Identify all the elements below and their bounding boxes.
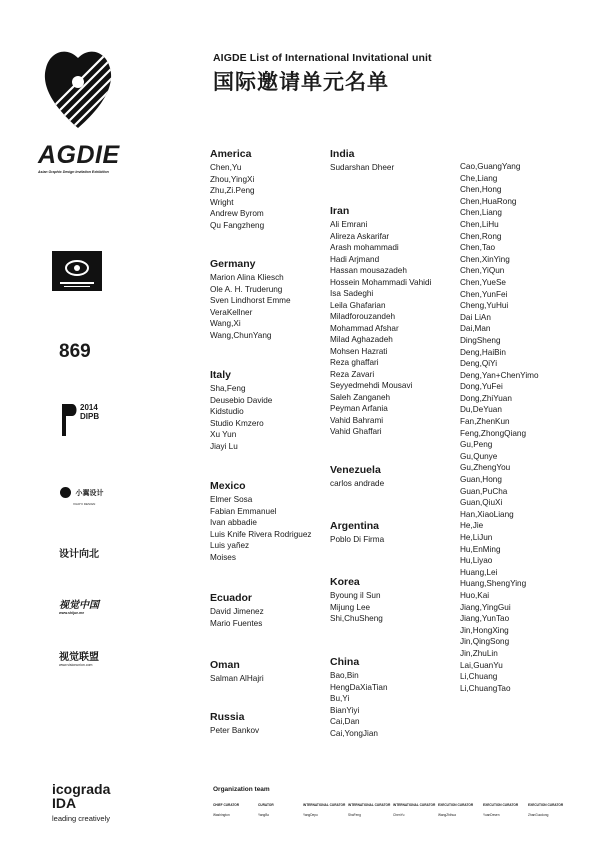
team-name: ShaFeng	[348, 813, 361, 817]
logo-869: 869	[59, 341, 91, 362]
shijuezhongguo-text: 视觉中国	[59, 600, 99, 611]
list-item: Chen,Tao	[460, 243, 496, 253]
list-item: Gu,Qunye	[460, 451, 498, 461]
list-item: Jin,ZhuLin	[460, 648, 498, 658]
list-item: Bu,Yi	[330, 694, 350, 703]
list-item: Chen,HuaRong	[460, 196, 517, 206]
team-role: INTERNATIONAL CURATOR	[303, 803, 346, 807]
country-heading: Korea	[330, 576, 360, 588]
shijuelianmeng-text: 视觉联盟	[59, 652, 99, 663]
list-item: Leila Ghafarian	[330, 300, 386, 310]
list-item: Li,ChuangTao	[460, 683, 511, 693]
list-item: Deusebio Davide	[210, 395, 273, 405]
xiaoyi-subtext: XIAOYI DESIGN	[73, 502, 96, 506]
agdie-emblem-icon	[38, 42, 118, 132]
list-item: Feng,ZhongQiang	[460, 428, 526, 438]
agdie-subtitle: Asian Graphic Design Invitation Exhibition	[38, 170, 109, 174]
list-item: BianYiyi	[330, 705, 360, 715]
xiaoyi-text: 小翼设计	[75, 489, 104, 497]
organization-team-label: Organization team	[213, 786, 270, 793]
list-item: Chen,Hong	[460, 185, 502, 195]
list-item: Sha,Feng	[210, 384, 246, 393]
list-item: Reza ghaffari	[330, 358, 379, 367]
list-item: Moises	[210, 552, 236, 562]
team-name: WangZhihua	[438, 813, 456, 817]
xiaoyi-logo	[60, 484, 120, 504]
list-item: Shi,ChuSheng	[330, 614, 383, 623]
team-name: YangBo	[258, 813, 270, 817]
country-heading: Oman	[210, 659, 240, 671]
list-item: VeraKellner	[210, 307, 253, 317]
list-item: Qu Fangzheng	[210, 220, 265, 230]
list-item: Hu,EnMing	[460, 544, 501, 554]
team-role: EXECUTION CURATOR	[483, 803, 519, 807]
list-item: Huo,Kai	[460, 590, 490, 600]
title-english: AIGDE List of International Invitational unit	[213, 52, 432, 64]
team-role: CURATOR	[258, 803, 274, 807]
country-mexico	[210, 480, 311, 563]
list-item: carlos andrade	[330, 479, 385, 488]
shijuezhongguo-logo	[59, 596, 99, 615]
list-item: Isa Sadeghi	[330, 289, 374, 298]
list-item: Luis Knife Rivera Rodriguez	[210, 529, 312, 539]
team-member	[348, 803, 392, 817]
list-item: Chen,YunFei	[460, 289, 508, 299]
country-oman	[210, 659, 264, 685]
dipb-year: 2014	[80, 403, 98, 412]
list-item: Guan,Hong	[460, 475, 502, 485]
list-item: Mijung Lee	[330, 602, 371, 612]
country-iran	[330, 205, 431, 438]
list-item: Deng,HaiBin	[460, 347, 506, 357]
list-item: David Jimenez	[210, 607, 264, 616]
list-item: Ali Emrani	[330, 220, 368, 229]
list-item: Cheng,YuHui	[460, 301, 509, 311]
list-item: Hossein Mohammadi Vahidi	[330, 277, 432, 287]
eye-emblem-icon	[52, 251, 102, 291]
list-item: Jiang,YingGui	[460, 602, 511, 612]
country-heading: Iran	[330, 205, 350, 217]
list-item: Guan,QiuXi	[460, 498, 503, 508]
list-item: Cai,YongJian	[330, 728, 378, 738]
list-item: Wang,ChunYang	[210, 330, 272, 340]
leading-creatively-text: leading creatively	[52, 814, 110, 823]
country-germany	[210, 258, 291, 341]
team-role: INTERNATIONAL CURATOR	[348, 803, 391, 807]
list-item: Chen,Rong	[460, 231, 502, 241]
team-member	[438, 803, 482, 817]
list-item: Sudarshan Dheer	[330, 163, 395, 172]
team-name: ZhanGuodong	[528, 813, 549, 817]
list-item: He,LiJun	[460, 533, 493, 542]
icograda-text: icograda	[52, 781, 111, 797]
list-item: Zhou,YingXi	[210, 174, 255, 184]
list-item: Chen,Yu	[210, 163, 242, 172]
list-item: Reza Zavari	[330, 369, 375, 379]
list-item: Miladforouzandeh	[330, 312, 396, 321]
country-heading: India	[330, 148, 355, 160]
list-item: Li,Chuang	[460, 672, 498, 682]
list-item: Salman AlHajri	[210, 674, 264, 683]
list-item: Chen,YueSe	[460, 277, 506, 287]
country-heading: Russia	[210, 711, 245, 723]
list-item: Milad Aghazadeh	[330, 335, 393, 344]
list-item: Chen,Liang	[460, 208, 502, 218]
country-china	[330, 656, 388, 739]
country-ecuador	[210, 592, 264, 629]
list-item: Guan,PuCha	[460, 486, 508, 496]
list-item: Chen,XinYing	[460, 254, 510, 264]
dipb-text: DIPB	[80, 412, 100, 421]
list-item: Fabian Emmanuel	[210, 506, 277, 516]
list-item: Han,XiaoLiang	[460, 509, 514, 519]
list-item: Gu,Peng	[460, 440, 493, 450]
list-item: Mohsen Hazrati	[330, 346, 388, 356]
title-chinese: 国际邀请单元名单	[213, 71, 389, 94]
team-name: ChenYu	[393, 813, 405, 817]
list-item: Hu,Liyao	[460, 556, 493, 566]
shijuelianmeng-logo	[59, 648, 99, 667]
list-item: Chen,LiHu	[460, 219, 499, 229]
list-item: Dong,ZhiYuan	[460, 393, 512, 403]
list-item: Andrew Byrom	[210, 209, 264, 218]
country-heading: America	[210, 148, 252, 160]
list-item: Saleh Zanganeh	[330, 392, 391, 402]
list-item: Fan,ZhenKun	[460, 417, 510, 427]
list-item: Peter Bankov	[210, 726, 260, 735]
china-names-continued	[460, 161, 539, 694]
red-logo	[52, 251, 102, 291]
country-heading: China	[330, 656, 360, 668]
list-item: Studio Kmzero	[210, 418, 264, 428]
list-item: Hadi Arjmand	[330, 254, 380, 264]
list-item: Dai LiAn	[460, 312, 491, 322]
list-item: Wang,Xi	[210, 319, 241, 328]
list-item: Mohammad Afshar	[330, 323, 399, 333]
list-item: Peyman Arfania	[330, 404, 388, 413]
list-item: Dai,Man	[460, 324, 491, 334]
dipb-shape-icon	[60, 402, 80, 438]
list-item: Jin,QingSong	[460, 637, 510, 647]
team-member	[258, 803, 302, 817]
list-item: DingSheng	[460, 335, 501, 345]
list-item: Chen,YiQun	[460, 266, 505, 276]
team-member	[393, 803, 437, 817]
agdie-logo	[38, 42, 118, 172]
list-item: Kidstudio	[210, 407, 244, 416]
list-item: Alireza Askarifar	[330, 231, 390, 241]
country-italy	[210, 369, 272, 452]
country-russia	[210, 711, 259, 737]
list-item: HengDaXiaTian	[330, 682, 388, 692]
team-member	[303, 803, 347, 817]
list-item: Elmer Sosa	[210, 495, 253, 504]
list-item: He,Jie	[460, 521, 484, 531]
list-item: Poblo Di Firma	[330, 535, 385, 544]
ida-text: IDA	[52, 795, 77, 811]
list-item: Hassan mousazadeh	[330, 266, 407, 275]
list-item: Dong,YuFei	[460, 382, 503, 392]
team-role: EXECUTION CURATOR	[528, 803, 564, 807]
list-item: Cao,GuangYang	[460, 162, 521, 171]
shejixiangbei-logo: 设计向北	[59, 549, 99, 560]
country-india	[330, 148, 394, 174]
list-item: Seyyedmehdi Mousavi	[330, 381, 413, 390]
list-item: Arash mohammadi	[330, 243, 399, 252]
list-item: Huang,Lei	[460, 567, 498, 577]
dipb-logo	[60, 402, 110, 438]
shijuezhongguo-url: www.shijue.me	[59, 611, 85, 615]
team-name: YuanDesen	[483, 813, 500, 817]
list-item: Jiayi Lu	[210, 441, 238, 451]
team-role: CHIEF CURATOR	[213, 803, 240, 807]
team-role: EXECUTION CURATOR	[438, 803, 474, 807]
list-item: Mario Fuentes	[210, 618, 263, 628]
list-item: Wright	[210, 197, 234, 207]
list-item: Cai,Dan	[330, 717, 360, 726]
list-item: Sven Lindhorst Emme	[210, 296, 291, 305]
shijuelianmeng-url: www.visionunion.com	[59, 663, 93, 667]
icograda-logo	[52, 782, 110, 823]
list-item: Vahid Ghaffari	[330, 427, 382, 436]
list-item: Che,Liang	[460, 173, 498, 183]
list-item: Deng,QiYi	[460, 359, 498, 369]
list-item: Ole A. H. Truderung	[210, 284, 283, 294]
list-item: Marion Alina Kliesch	[210, 273, 284, 282]
country-america	[210, 148, 264, 231]
list-item: Luis yañez	[210, 541, 250, 550]
team-role: INTERNATIONAL CURATOR	[393, 803, 436, 807]
list-item: Huang,ShengYing	[460, 579, 527, 589]
list-item: Xu Yun	[210, 430, 237, 439]
country-heading: Argentina	[330, 520, 380, 532]
list-item: Zhu,Zi.Peng	[210, 186, 255, 195]
team-member	[213, 803, 257, 817]
country-heading: Venezuela	[330, 464, 381, 476]
team-name: YangDepu	[303, 813, 318, 817]
country-venezuela	[330, 464, 384, 490]
country-argentina	[330, 520, 384, 546]
country-korea	[330, 576, 383, 625]
list-item: Vahid Bahrami	[330, 415, 384, 425]
list-item: Lai,GuanYu	[460, 660, 503, 670]
team-member	[483, 803, 527, 817]
team-member	[528, 803, 568, 817]
team-name: Washington	[213, 813, 230, 817]
xiaoyi-icon	[60, 487, 71, 498]
country-heading: Germany	[210, 258, 256, 270]
agdie-wordmark: AGDIE	[38, 141, 120, 169]
list-item: Jiang,YunTao	[460, 614, 510, 624]
country-heading: Mexico	[210, 480, 246, 492]
list-item: Jin,HongXing	[460, 625, 509, 635]
list-item: Bao,Bin	[330, 671, 359, 680]
list-item: Gu,ZhengYou	[460, 463, 511, 473]
list-item: Du,DeYuan	[460, 405, 502, 415]
list-item: Byoung il Sun	[330, 591, 381, 600]
country-heading: Ecuador	[210, 592, 253, 604]
list-item: Ivan abbadie	[210, 518, 257, 527]
list-item: Deng,Yan+ChenYimo	[460, 370, 539, 380]
country-heading: Italy	[210, 369, 232, 381]
